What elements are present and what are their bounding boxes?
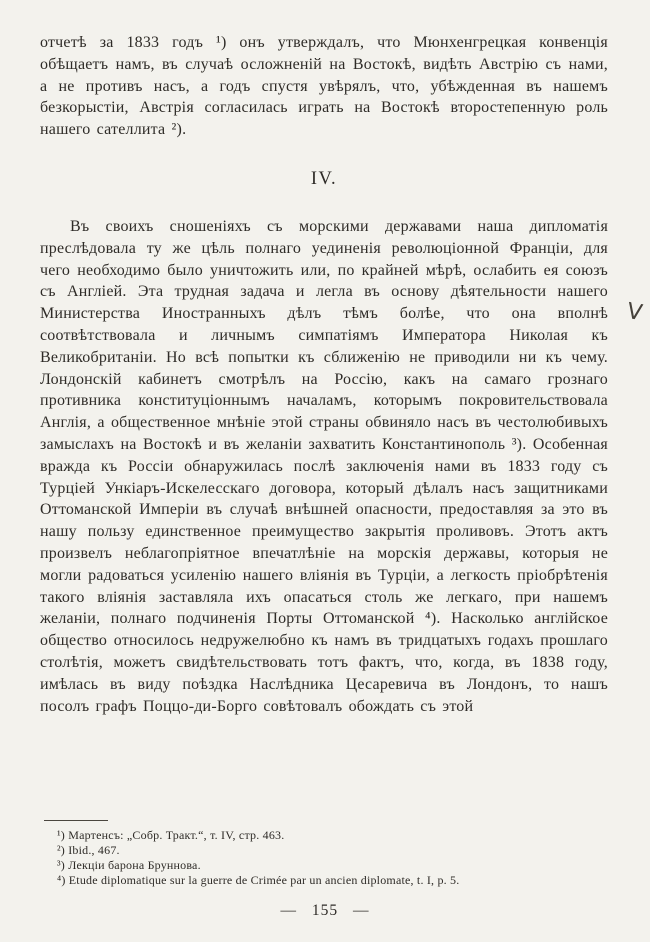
footnote-3: ³) Лекціи барона Бруннова. — [57, 858, 201, 872]
paragraph-continuation: отчетѣ за 1833 годъ ¹) онъ утверждалъ, что Мюнхенгрецкая конвенція обѣщаетъ намъ, въ случаѣ осложненій на Востокѣ, видѣть Австрію съ нами, а не противъ насъ, а годъ спустя увѣрялъ, что, убѣжденная въ нашемъ безкорыстіи, Австрія согласилась играть на Востокѣ второстепенную роль нашего сателлита ²). — [40, 34, 608, 139]
footnotes-section — [40, 820, 608, 888]
footnote-4: ⁴) Etude diplomatique sur la guerre de Crimée par un ancien diplomate, t. I, p. 5. — [57, 873, 460, 887]
page-number: — 155 — — [280, 902, 370, 919]
footnote-divider — [44, 820, 108, 821]
pencil-checkmark: V — [624, 298, 645, 327]
footnote-1: ¹) Мартенсъ: „Собр. Тракт.“, т. IV, стр. 463. — [57, 828, 285, 842]
paragraph-main: Въ своихъ сношеніяхъ съ морскими державами наша дипломатія преслѣдовала ту же цѣль полнаго уединенія революціонной Франціи, для чего необходимо было уничтожить или, по крайней мѣрѣ, ослабить ея союзъ съ Англіей. Эта трудная задача и легла въ основу дѣятельности нашего Министерства Иностранныхъ дѣлъ тѣмъ болѣе, что она вполнѣ соотвѣтствовала и личнымъ симпатіямъ Императора Николая къ Великобританіи. Но всѣ попытки къ сближенію не приводили ни къ чему. Лондонскій кабинетъ смотрѣлъ на Россію, какъ на самаго грознаго противника конституціоннымъ началамъ, которымъ покровительствовала Англія, а общественное мнѣніе этой страны обвиняло насъ въ честолюбивыхъ замыслахъ на Востокѣ и въ желаніи захватить Константинополь ³). Особенная вражда къ Россіи обнаружилась послѣ заключенія нами въ 1833 году съ Турціей Ункіаръ-Искелесскаго договора, который дѣлалъ насъ защитниками Оттоманской Имперіи въ случаѣ внѣшней опасности, предоставляя за это въ нашу пользу единственное преимущество закрытія проливовъ. Этотъ актъ произвелъ неблагопріятное впечатлѣніе на морскія державы, которыя не могли радоваться усиленію нашего вліянія въ Турціи, а легкость пріобрѣтенія такого вліянія заставляла ихъ опасаться столь же легкаго, при нашемъ желаніи, полнаго подчиненія Порты Оттоманской ⁴). Насколько англійское общество относилось недружелюбно къ намъ въ тридцатыхъ годахъ прошлаго столѣтія, можетъ свидѣтельствовать тотъ фактъ, что, когда, въ 1838 году, имѣлась въ виду поѣздка Наслѣдника Цесаревича въ Лондонъ, то нашъ посолъ графъ Поццо-ди-Борго совѣтовалъ обождать съ этой — [40, 217, 608, 715]
footnote-2: ²) Ibid., 467. — [57, 843, 120, 857]
section-heading: IV. — [310, 168, 338, 189]
